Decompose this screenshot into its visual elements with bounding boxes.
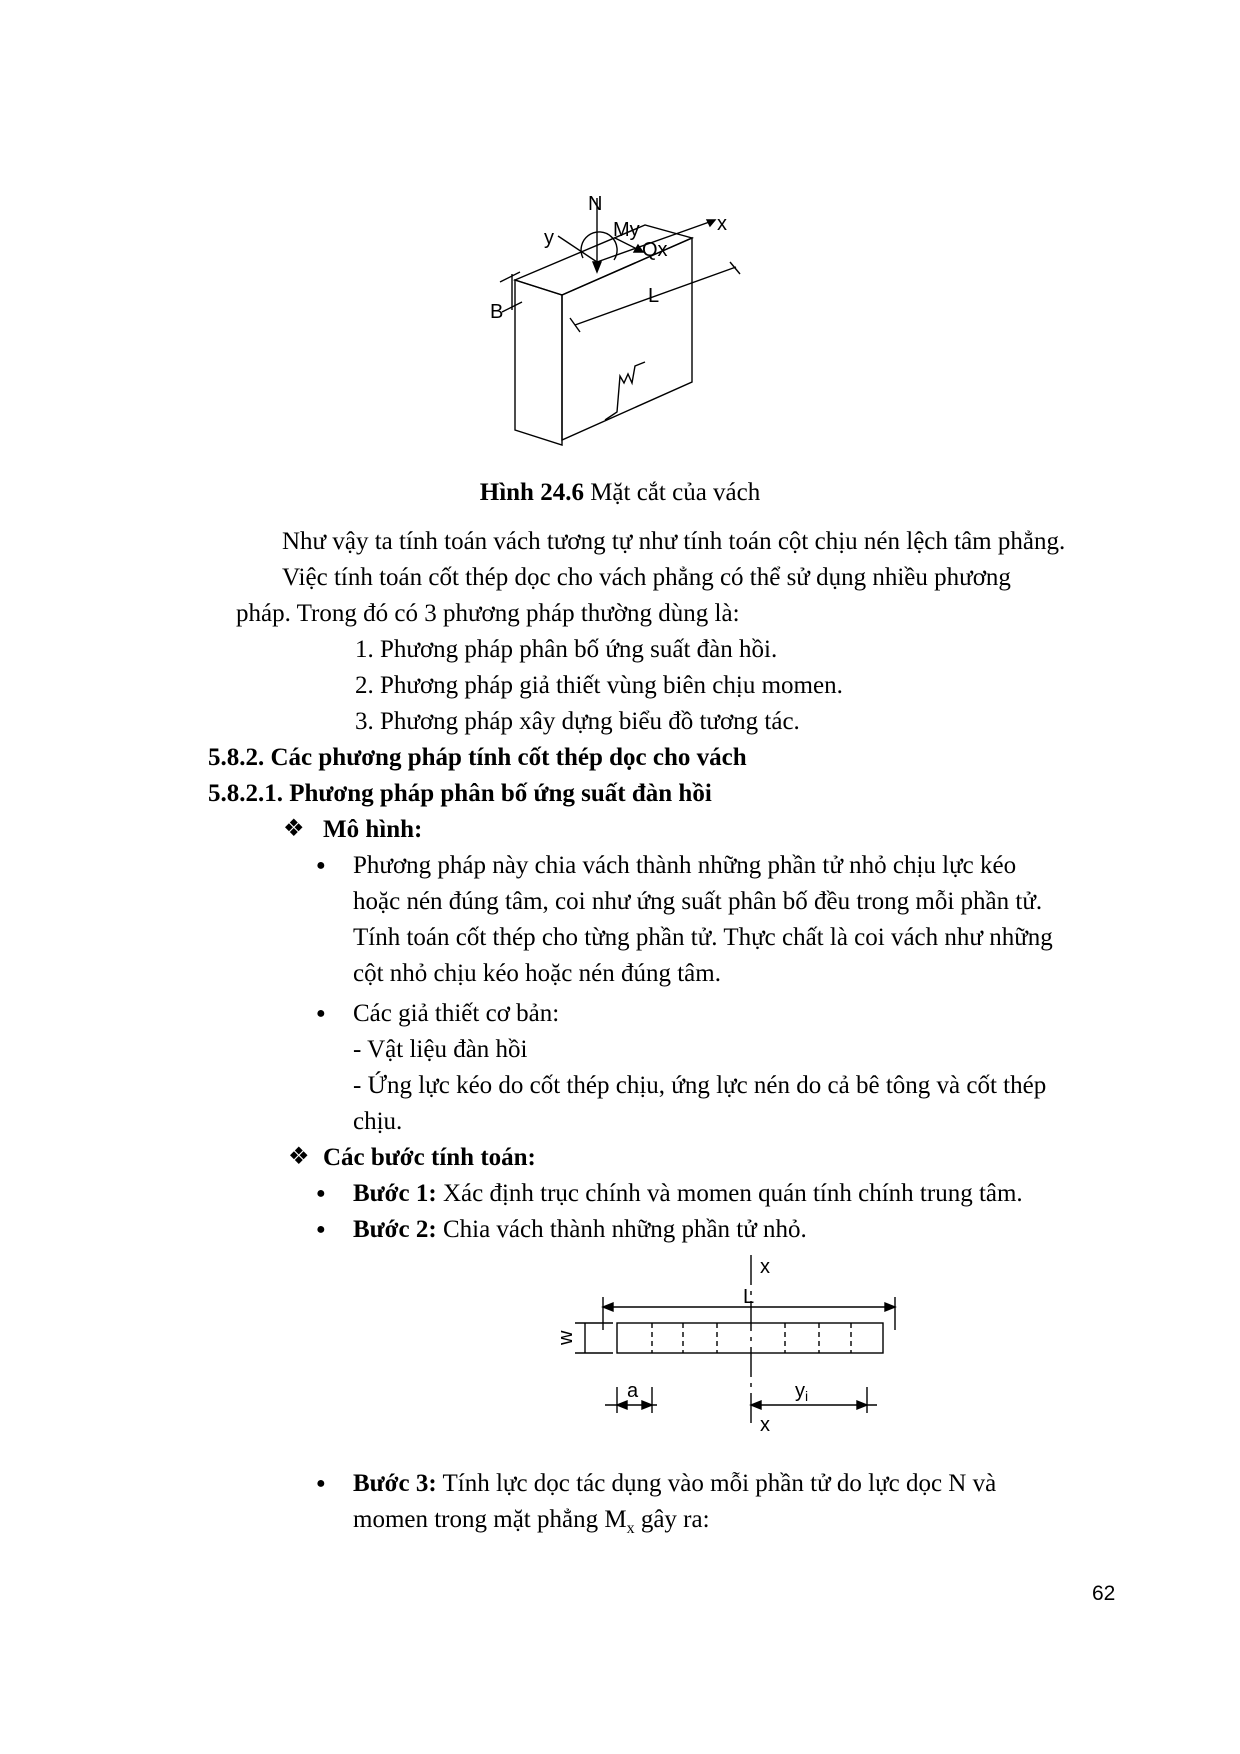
label-l: L: [648, 285, 660, 307]
model-bullet1-line4: cột nhỏ chịu kéo hoặc nén đúng tâm.: [353, 960, 721, 987]
diamond-bullet-icon: ❖: [283, 816, 305, 842]
wall-strip: [617, 1323, 883, 1353]
subsection-heading: 5.8.2.1. Phương pháp phân bố ứng suất đàn hồi: [208, 780, 712, 807]
caption-label: Hình 24.6: [479, 479, 584, 506]
label-x-bottom: x: [760, 1414, 770, 1436]
step-1-text: Xác định trục chính và momen quán tính chính trung tâm.: [436, 1180, 1023, 1207]
method-intro-line1: Việc tính toán cốt thép dọc cho vách phẳng có thể sử dụng nhiều phương: [282, 564, 1011, 591]
y-axis: [558, 236, 597, 262]
label-y: y: [544, 227, 554, 249]
label-a: a: [627, 1380, 639, 1402]
step-3-line2: momen trong mặt phẳng $M_x$ gây ra:: [353, 1506, 710, 1537]
method-intro-line2: pháp. Trong đó có 3 phương pháp thường dùng là:: [236, 600, 740, 627]
method-item-3: 3. Phương pháp xây dựng biểu đồ tương tác.: [355, 708, 800, 735]
wall-side-face: [515, 280, 562, 445]
section-heading: 5.8.2. Các phương pháp tính cốt thép dọc cho vách: [208, 744, 747, 771]
label-yi: $y_i$: [795, 1380, 809, 1404]
wall-section-figure: [490, 193, 860, 450]
model-bullet2-line3: - Ứng lực kéo do cốt thép chịu, ứng lực nén do cả bê tông và cốt thép: [353, 1072, 1047, 1099]
bullet-icon: ●: [316, 1475, 326, 1492]
model-bullet2-line4: chịu.: [353, 1108, 403, 1135]
page-number: 62: [1092, 1582, 1116, 1605]
label-qx: Qx: [642, 239, 668, 261]
model-bullet2-line2: - Vật liệu đàn hồi: [353, 1036, 528, 1063]
method-item-1: 1. Phương pháp phân bố ứng suất đàn hồi.: [355, 636, 778, 663]
bullet-icon: ●: [316, 1185, 326, 1202]
model-bullet1-line1: Phương pháp này chia vách thành những phần tử nhỏ chịu lực kéo: [353, 852, 1017, 879]
method-item-2: 2. Phương pháp giả thiết vùng biên chịu momen.: [355, 672, 843, 699]
label-w: w: [555, 1330, 577, 1345]
label-n: N: [588, 193, 603, 215]
label-b: B: [490, 301, 504, 323]
label-x-top: x: [760, 1256, 770, 1278]
step-1: [353, 1176, 1023, 1212]
caption-text: Mặt cắt của vách: [583, 479, 761, 506]
bullet-icon: ●: [316, 857, 326, 874]
step-3-label: Bước 3:: [353, 1470, 437, 1497]
diamond-bullet-icon: ❖: [288, 1144, 310, 1170]
bullet-icon: ●: [316, 1221, 326, 1238]
model-heading: Mô hình:: [323, 816, 423, 843]
step-2: [353, 1212, 807, 1248]
label-x: x: [717, 213, 727, 235]
bullet-icon: ●: [316, 1005, 326, 1022]
wall-elements-figure: [555, 1255, 915, 1435]
model-bullet1-line2: hoặc nén đúng tâm, coi như ứng suất phân bố đều trong mỗi phần tử.: [353, 888, 1043, 915]
step-3-text: Tính lực dọc tác dụng vào mỗi phần tử do lực dọc N và: [436, 1470, 997, 1497]
wall-front-face: [562, 238, 692, 440]
model-bullet2-line1: Các giả thiết cơ bản:: [353, 1000, 560, 1027]
model-bullet1-line3: Tính toán cốt thép cho từng phần tử. Thực chất là coi vách như những: [353, 924, 1053, 951]
intro-paragraph: Như vậy ta tính toán vách tương tự như tính toán cột chịu nén lệch tâm phẳng.: [282, 528, 1066, 555]
step-3-line1: [353, 1466, 996, 1502]
label-my: My: [613, 219, 640, 241]
step-1-label: Bước 1:: [353, 1180, 437, 1207]
step-2-text: Chia vách thành những phần tử nhỏ.: [436, 1216, 807, 1243]
step-2-label: Bước 2:: [353, 1216, 437, 1243]
figure-caption: [0, 475, 1240, 511]
label-l: L: [743, 1286, 755, 1308]
steps-heading: Các bước tính toán:: [323, 1144, 536, 1171]
